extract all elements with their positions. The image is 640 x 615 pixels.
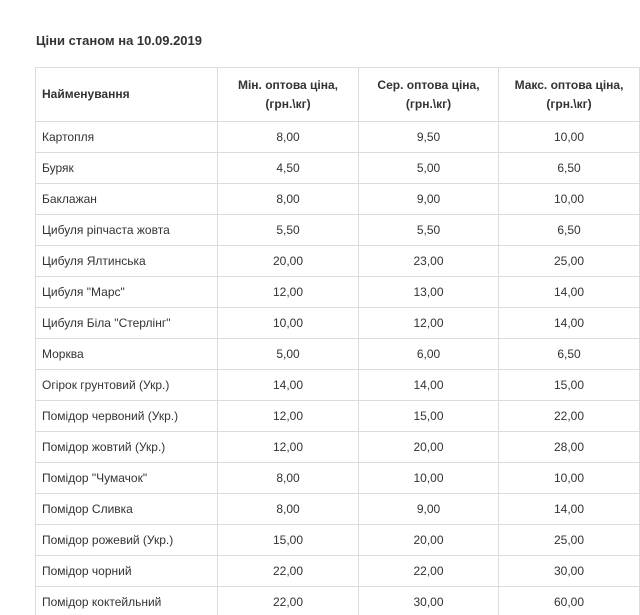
cell-name: Цибуля ріпчаста жовта	[36, 215, 218, 246]
cell-name: Цибуля "Марс"	[36, 277, 218, 308]
cell-avg-price: 12,00	[359, 308, 499, 339]
cell-max-price: 14,00	[499, 308, 640, 339]
cell-name: Буряк	[36, 153, 218, 184]
cell-max-price: 28,00	[499, 432, 640, 463]
cell-name: Картопля	[36, 122, 218, 153]
cell-name: Помідор чорний	[36, 556, 218, 587]
cell-min-price: 10,00	[218, 308, 359, 339]
table-row	[36, 556, 640, 587]
header-min-line1: Мін. оптова ціна,	[237, 77, 339, 92]
table-row	[36, 463, 640, 494]
cell-max-price: 25,00	[499, 525, 640, 556]
prices-date-heading: Ціни станом на 10.09.2019	[36, 33, 202, 48]
cell-max-price: 14,00	[499, 277, 640, 308]
cell-max-price: 60,00	[499, 587, 640, 615]
cell-max-price: 10,00	[499, 122, 640, 153]
cell-min-price: 20,00	[218, 246, 359, 277]
cell-max-price: 10,00	[499, 184, 640, 215]
cell-avg-price: 15,00	[359, 401, 499, 432]
table-row	[36, 122, 640, 153]
table-row	[36, 401, 640, 432]
cell-avg-price: 20,00	[359, 432, 499, 463]
cell-avg-price: 22,00	[359, 556, 499, 587]
cell-avg-price: 23,00	[359, 246, 499, 277]
table-row	[36, 184, 640, 215]
cell-name: Помідор жовтий (Укр.)	[36, 432, 218, 463]
cell-name: Морква	[36, 339, 218, 370]
cell-max-price: 22,00	[499, 401, 640, 432]
table-row	[36, 215, 640, 246]
header-min-price	[218, 68, 359, 122]
cell-name: Помідор коктейльний	[36, 587, 218, 615]
header-name-label: Найменування	[42, 87, 130, 101]
header-avg-line1: Сер. оптова ціна,	[377, 77, 480, 92]
cell-avg-price: 9,50	[359, 122, 499, 153]
header-max-line1: Макс. оптова ціна,	[514, 77, 624, 92]
cell-avg-price: 6,00	[359, 339, 499, 370]
cell-avg-price: 30,00	[359, 587, 499, 615]
cell-min-price: 8,00	[218, 122, 359, 153]
table-row	[36, 339, 640, 370]
header-avg-price	[359, 68, 499, 122]
cell-max-price: 14,00	[499, 494, 640, 525]
table-row	[36, 587, 640, 615]
table-row	[36, 370, 640, 401]
cell-min-price: 12,00	[218, 401, 359, 432]
cell-min-price: 8,00	[218, 184, 359, 215]
cell-min-price: 12,00	[218, 277, 359, 308]
cell-avg-price: 9,00	[359, 494, 499, 525]
table-row	[36, 246, 640, 277]
cell-name: Помідор Сливка	[36, 494, 218, 525]
cell-max-price: 6,50	[499, 339, 640, 370]
cell-name: Помідор "Чумачок"	[36, 463, 218, 494]
header-max-price	[499, 68, 640, 122]
cell-min-price: 8,00	[218, 463, 359, 494]
cell-min-price: 8,00	[218, 494, 359, 525]
cell-avg-price: 5,00	[359, 153, 499, 184]
cell-max-price: 25,00	[499, 246, 640, 277]
cell-min-price: 5,50	[218, 215, 359, 246]
cell-name: Цибуля Біла "Стерлінг"	[36, 308, 218, 339]
cell-name: Цибуля Ялтинська	[36, 246, 218, 277]
cell-name: Баклажан	[36, 184, 218, 215]
table-row	[36, 525, 640, 556]
prices-table	[35, 67, 640, 615]
cell-name: Огірок грунтовий (Укр.)	[36, 370, 218, 401]
cell-max-price: 6,50	[499, 153, 640, 184]
table-header-row	[36, 68, 640, 122]
cell-max-price: 10,00	[499, 463, 640, 494]
cell-max-price: 6,50	[499, 215, 640, 246]
table-row	[36, 277, 640, 308]
cell-min-price: 14,00	[218, 370, 359, 401]
table-row	[36, 153, 640, 184]
cell-avg-price: 20,00	[359, 525, 499, 556]
header-avg-line2: (грн.\кг)	[405, 96, 452, 111]
cell-avg-price: 14,00	[359, 370, 499, 401]
cell-min-price: 15,00	[218, 525, 359, 556]
cell-min-price: 22,00	[218, 587, 359, 615]
cell-avg-price: 9,00	[359, 184, 499, 215]
cell-min-price: 4,50	[218, 153, 359, 184]
header-max-line2: (грн.\кг)	[546, 96, 592, 111]
cell-max-price: 15,00	[499, 370, 640, 401]
header-name	[36, 68, 218, 122]
cell-min-price: 12,00	[218, 432, 359, 463]
table-row	[36, 432, 640, 463]
table-row	[36, 308, 640, 339]
cell-max-price: 30,00	[499, 556, 640, 587]
cell-name: Помідор червоний (Укр.)	[36, 401, 218, 432]
cell-name: Помідор рожевий (Укр.)	[36, 525, 218, 556]
table-row	[36, 494, 640, 525]
cell-min-price: 22,00	[218, 556, 359, 587]
cell-avg-price: 10,00	[359, 463, 499, 494]
header-min-line2: (грн.\кг)	[265, 96, 311, 111]
cell-avg-price: 13,00	[359, 277, 499, 308]
cell-min-price: 5,00	[218, 339, 359, 370]
cell-avg-price: 5,50	[359, 215, 499, 246]
